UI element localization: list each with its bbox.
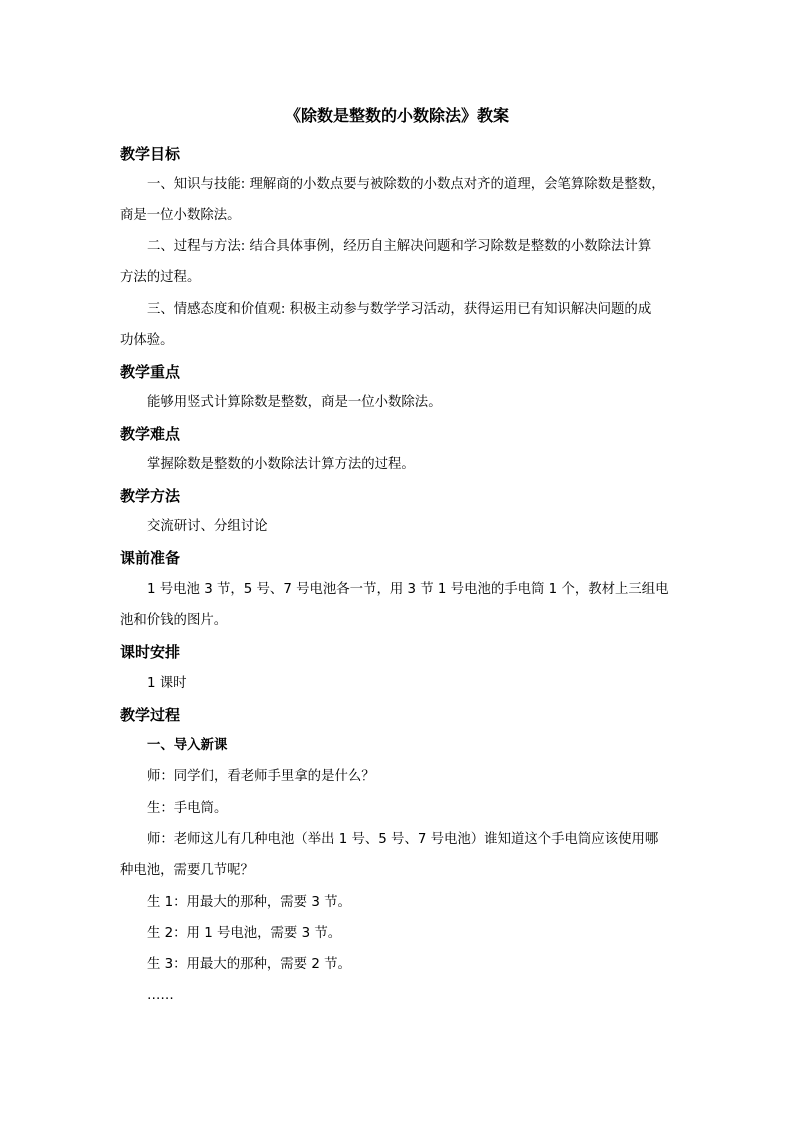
dialogue-line: 生 3：用最大的那种，需要 2 节。 bbox=[147, 957, 351, 972]
preparation-line: 池和价钱的图片。 bbox=[120, 613, 228, 628]
objectives-line: 一、知识与技能: 理解商的小数点要与被除数的小数点对齐的道理，会笔算除数是整数， bbox=[147, 177, 665, 192]
preparation-line: 1 号电池 3 节，5 号、7 号电池各一节，用 3 节 1 号电池的手电筒 1 个，教材上三组电 bbox=[147, 582, 669, 597]
heading-methods: 教学方法 bbox=[120, 487, 181, 505]
heading-preparation: 课前准备 bbox=[120, 549, 181, 567]
objectives-line: 三、情感态度和价值观: 积极主动参与数学学习活动，获得运用已有知识解决问题的成 bbox=[147, 302, 652, 317]
heading-process: 教学过程 bbox=[120, 706, 181, 724]
key-points-text: 能够用竖式计算除数是整数，商是一位小数除法。 bbox=[147, 395, 442, 410]
heading-objectives: 教学目标 bbox=[120, 145, 181, 163]
dialogue-line: 种电池，需要几节呢？ bbox=[120, 863, 254, 878]
dialogue-line: 生：手电筒。 bbox=[147, 801, 228, 816]
dialogue-line: 生 1：用最大的那种，需要 3 节。 bbox=[147, 895, 351, 910]
objectives-line: 商是一位小数除法。 bbox=[120, 208, 241, 223]
methods-text: 交流研讨、分组讨论 bbox=[147, 519, 268, 534]
difficulties-text: 掌握除数是整数的小数除法计算方法的过程。 bbox=[147, 457, 415, 472]
process-subheading: 一、导入新课 bbox=[147, 738, 228, 753]
objectives-line: 方法的过程。 bbox=[120, 270, 201, 285]
objectives-line: 二、过程与方法: 结合具体事例，经历自主解决问题和学习除数是整数的小数除法计算 bbox=[147, 239, 652, 254]
heading-key-points: 教学重点 bbox=[120, 363, 181, 381]
heading-schedule: 课时安排 bbox=[120, 643, 181, 661]
dialogue-line: 师：同学们，看老师手里拿的是什么？ bbox=[147, 769, 375, 784]
objectives-line: 功体验。 bbox=[120, 333, 174, 348]
dialogue-line: 师：老师这儿有几种电池（举出 1 号、5 号、7 号电池）谁知道这个手电筒应该使用哪 bbox=[147, 832, 659, 847]
heading-difficulties: 教学难点 bbox=[120, 425, 181, 443]
ellipsis-text: …… bbox=[147, 988, 174, 1003]
dialogue-line: 生 2：用 1 号电池，需要 3 节。 bbox=[147, 926, 342, 941]
schedule-text: 1 课时 bbox=[147, 676, 187, 691]
document-title: 《除数是整数的小数除法》教案 bbox=[284, 106, 509, 125]
